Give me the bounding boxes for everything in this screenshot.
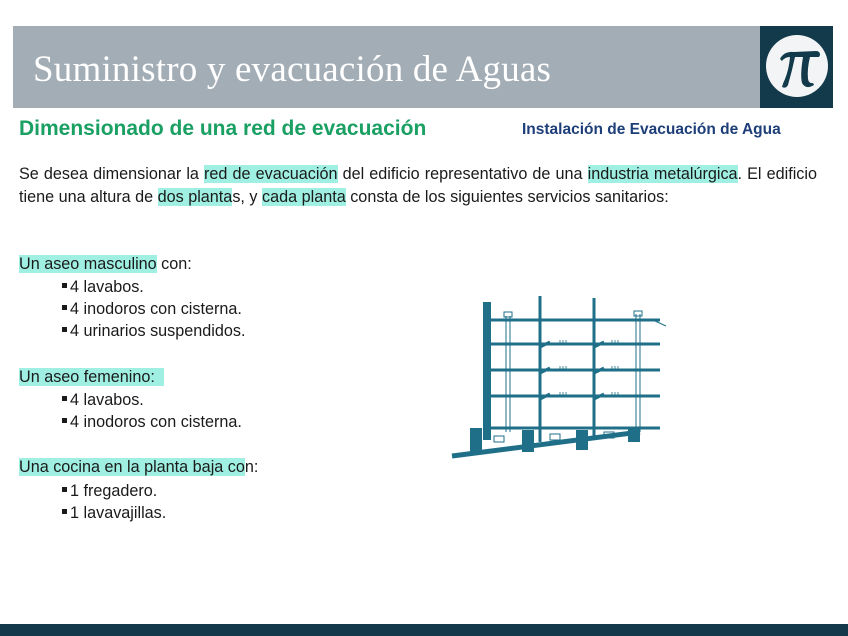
list-item: 1 lavavajillas. — [62, 502, 166, 524]
list-cocina — [62, 480, 166, 524]
pi-logo-icon — [766, 35, 828, 97]
group-title-cocina: Una cocina en la planta baja con: — [19, 458, 259, 476]
list-aseo-femenino — [62, 389, 242, 433]
list-item: 4 urinarios suspendidos. — [62, 320, 245, 342]
header-banner — [13, 26, 833, 108]
section-label: Instalación de Evacuación de Agua — [522, 121, 781, 138]
group-title-aseo-masculino: Un aseo masculino con: — [19, 255, 192, 273]
page-title: Suministro y evacuación de Aguas — [33, 49, 552, 90]
logo — [760, 26, 833, 108]
subtitle: Dimensionado de una red de evacuación — [19, 117, 427, 140]
list-item: 4 lavabos. — [62, 276, 245, 298]
list-aseo-masculino — [62, 276, 245, 342]
highlight-cada-planta: cada planta — [262, 188, 346, 206]
list-item: 1 fregadero. — [62, 480, 166, 502]
list-item: 4 lavabos. — [62, 389, 242, 411]
highlight-industria: industria metalúrgica — [587, 165, 738, 183]
highlight-dos-plantas: dos planta — [157, 188, 233, 206]
group-title-aseo-femenino: Un aseo femenino: — [19, 368, 164, 386]
drainage-network-diagram-icon — [450, 292, 672, 460]
footer-bar — [0, 624, 848, 636]
list-item: 4 inodoros con cisterna. — [62, 411, 242, 433]
list-item: 4 inodoros con cisterna. — [62, 298, 245, 320]
intro-paragraph: Se desea dimensionar la red de evacuación del edificio representativo de una industria metalúrgica. El edificio tiene una altura de dos plantas, y cada planta consta de los siguientes servicios sanitarios: — [19, 165, 817, 206]
highlight-red-evacuacion: red de evacuación — [204, 165, 338, 183]
